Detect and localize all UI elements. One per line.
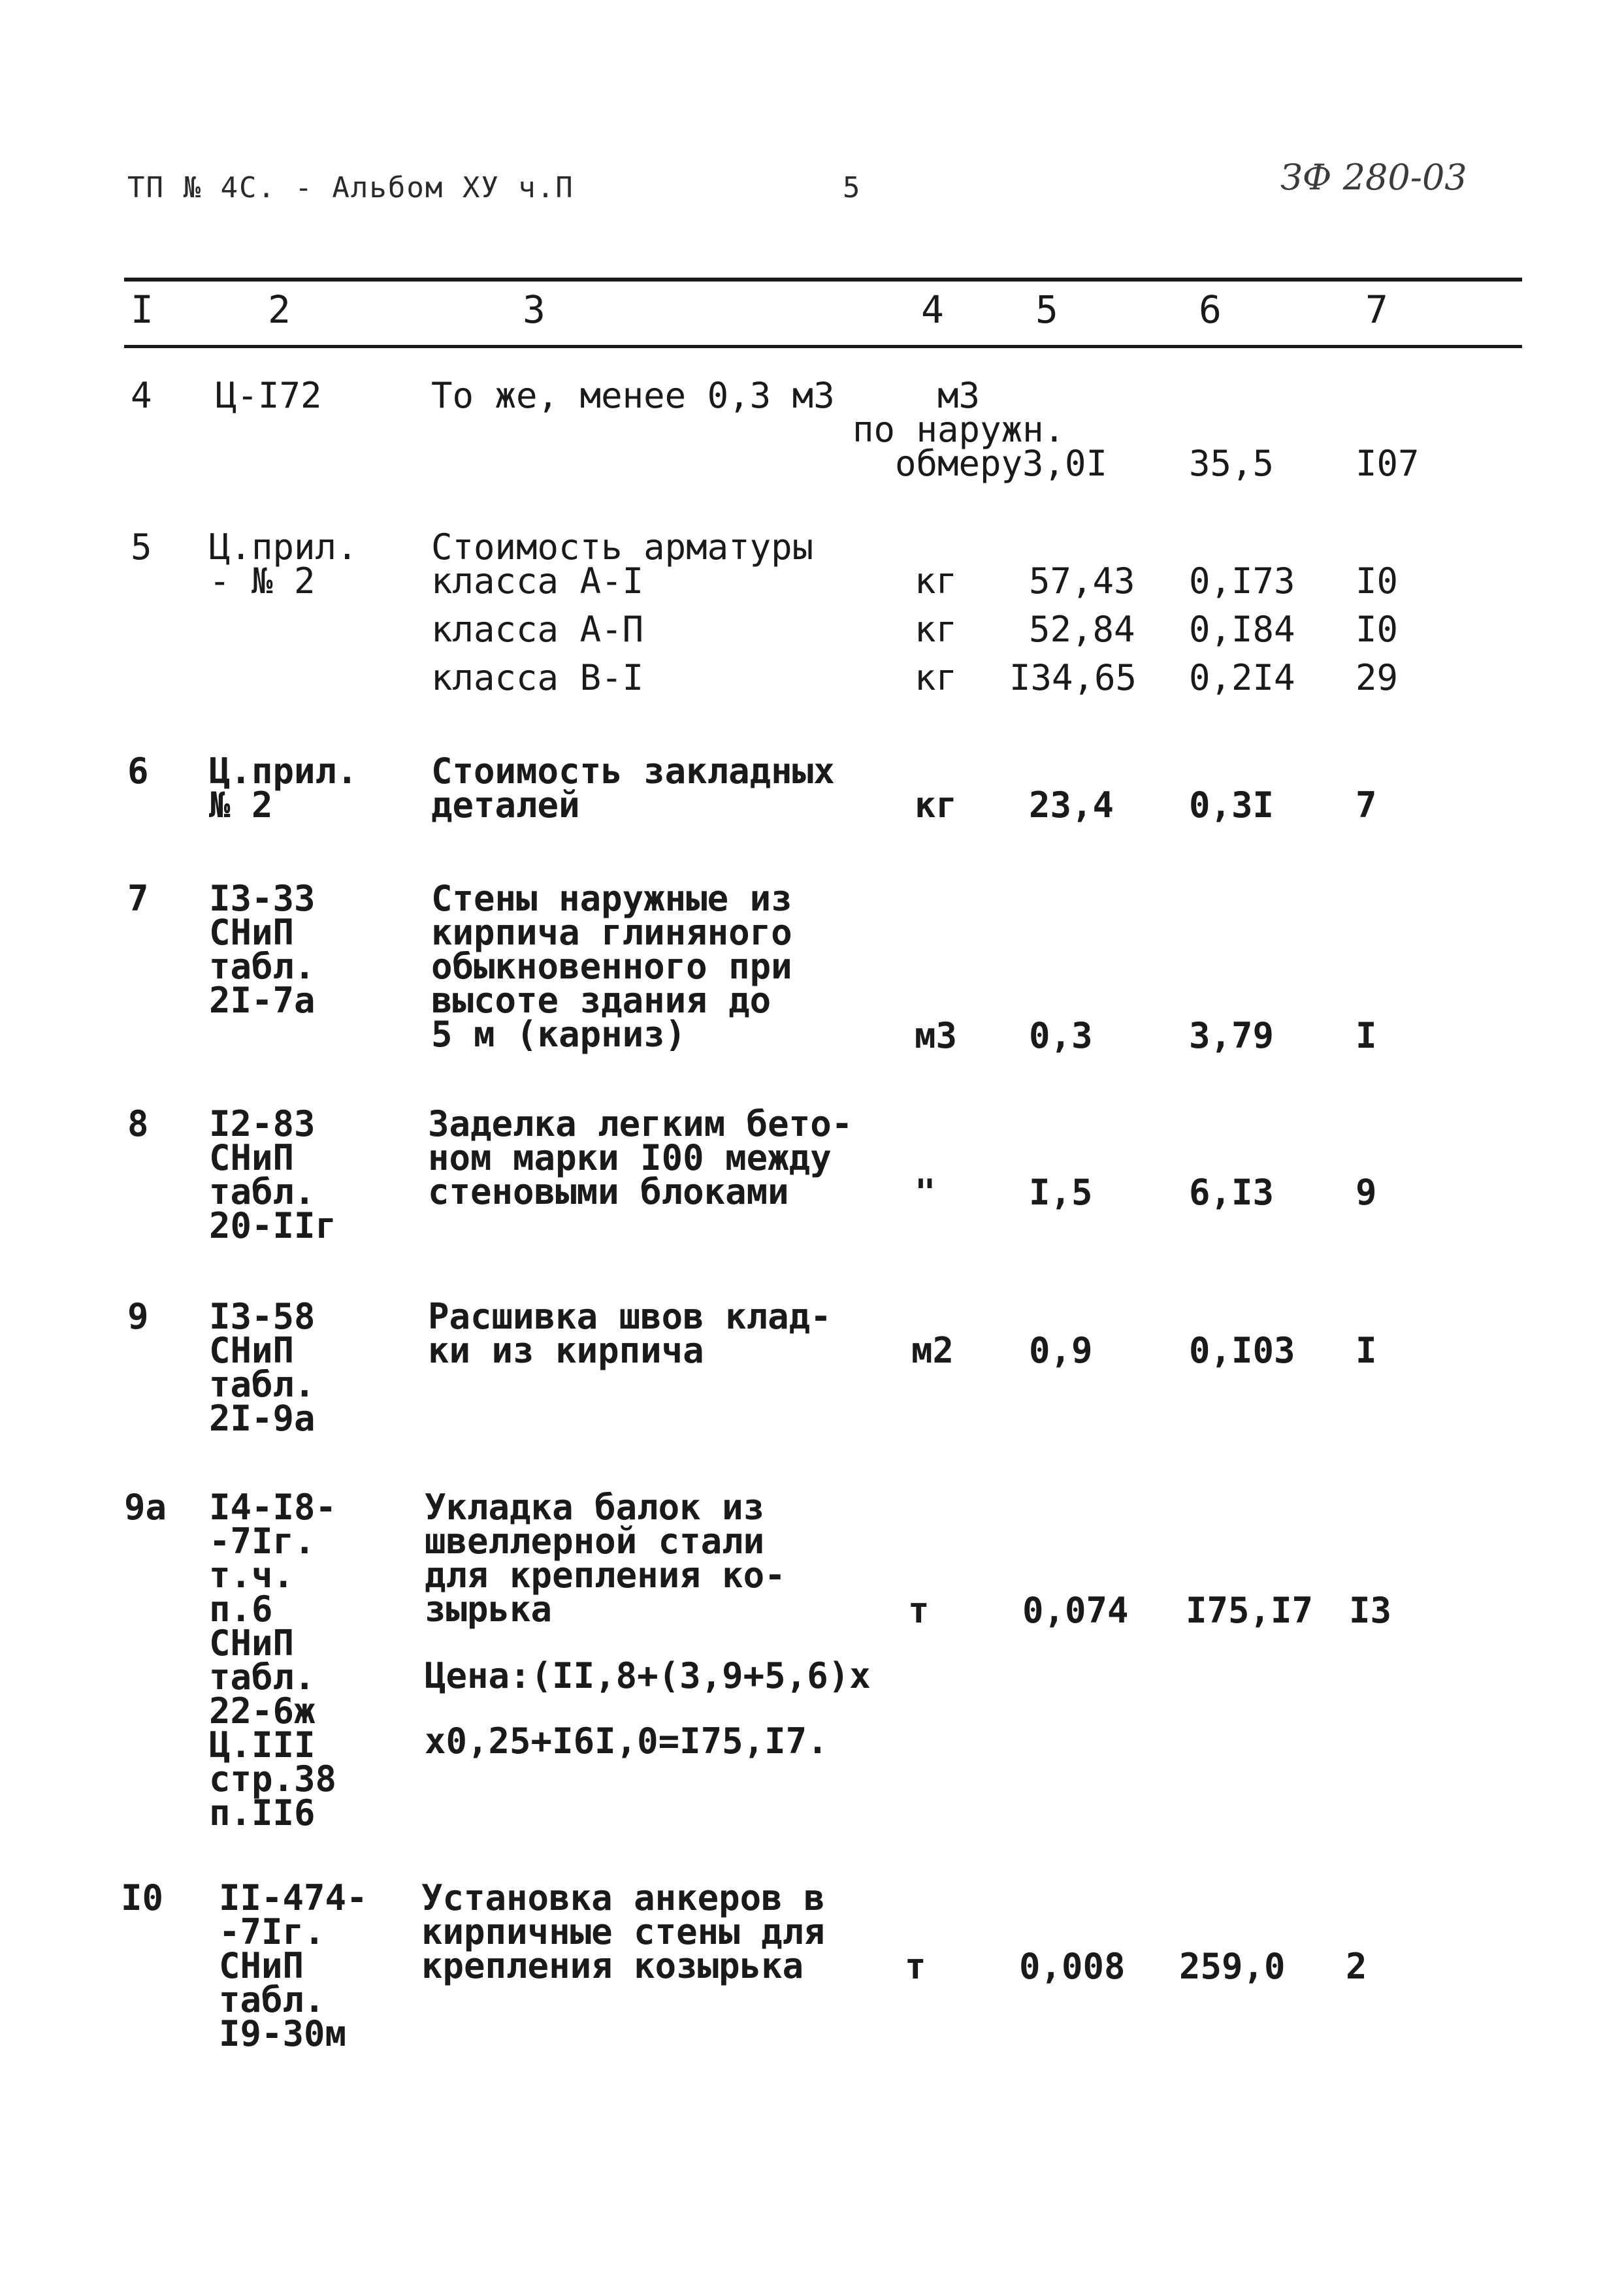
total-cell: I07 (1356, 443, 1420, 484)
reference-cell: I2-83 СНиП табл. 20-IIг (209, 1103, 337, 1246)
column-header-1: I (131, 287, 154, 332)
column-header-4: 4 (921, 287, 944, 332)
quantity-cell: 23,4 (1029, 784, 1114, 826)
unit-cell: м3 по наружн. обмеру (853, 375, 1065, 484)
quantity-cell: 57,43 (1029, 560, 1135, 602)
total-cell: 29 (1356, 657, 1399, 698)
quantity-cell: 0,3 (1029, 1015, 1093, 1056)
column-header-3: 3 (523, 287, 545, 332)
description-cell: Расшивка швов клад- ки из кирпича (428, 1296, 832, 1371)
description-cell: Стоимость закладных деталей (431, 751, 835, 826)
column-header-6: 6 (1199, 287, 1222, 332)
description-cell: Стоимость арматуры класса А-I (431, 526, 814, 602)
price-cell: 0,I03 (1189, 1330, 1295, 1371)
price-formula-line2: х0,25+I6I,0=I75,I7. (425, 1720, 828, 1762)
total-cell: I (1356, 1330, 1377, 1371)
unit-cell: кг (915, 784, 958, 826)
unit-cell: т (908, 1590, 930, 1631)
quantity-cell: 0,074 (1022, 1590, 1129, 1631)
row-number: I0 (121, 1877, 164, 1918)
column-header-5: 5 (1035, 287, 1058, 332)
row-number: 8 (127, 1103, 149, 1144)
price-cell: 0,I73 (1189, 560, 1295, 602)
reference-cell: I3-33 СНиП табл. 2I-7а (209, 878, 316, 1021)
description-cell: То же, менее 0,3 м3 (431, 375, 835, 416)
unit-cell: " (915, 1172, 936, 1213)
price-formula-line1: Цена:(II,8+(3,9+5,6)х (425, 1655, 871, 1696)
page-number: 5 (843, 171, 862, 204)
reference-cell: Ц.прил. - № 2 (209, 526, 358, 602)
price-cell: 6,I3 (1189, 1172, 1275, 1213)
document-code: ЗФ 280-03 (1280, 157, 1467, 198)
unit-cell: кг (915, 657, 958, 698)
quantity-cell: I,5 (1029, 1172, 1093, 1213)
description-cell: Стены наружные из кирпича глиняного обыкновенного при высоте здания до 5 м (карниз) (431, 878, 792, 1055)
quantity-cell: 0,008 (1019, 1946, 1126, 1987)
row-number: 5 (131, 526, 152, 568)
document-reference: ТП № 4С. - Альбом ХУ ч.П (127, 171, 574, 204)
column-header-7: 7 (1365, 287, 1388, 332)
reference-cell: I4-I8- -7Iг. т.ч. п.6 СНиП табл. 22-6ж Ц.III стр.38 п.II6 (209, 1487, 337, 1834)
total-cell: I3 (1349, 1590, 1392, 1631)
price-cell: 3,79 (1189, 1015, 1275, 1056)
total-cell: I0 (1356, 609, 1399, 650)
unit-cell: м3 (915, 1015, 958, 1056)
reference-cell: II-474- -7Iг. СНиП табл. I9-30м (219, 1877, 368, 2054)
row-number: 4 (131, 375, 152, 416)
price-cell: 259,0 (1179, 1946, 1286, 1987)
price-cell: 35,5 (1189, 443, 1275, 484)
description-cell: класса В-I (431, 657, 644, 698)
description-cell: Заделка легким бето- ном марки I00 между стеновыми блоками (428, 1103, 853, 1212)
row-number: 9а (124, 1487, 167, 1528)
unit-cell: т (905, 1946, 926, 1987)
quantity-cell: 0,9 (1029, 1330, 1093, 1371)
description-cell: Установка анкеров в кирпичные стены для крепления козырька (421, 1877, 825, 1986)
total-cell: I0 (1356, 560, 1399, 602)
total-cell: 9 (1356, 1172, 1377, 1213)
row-number: 9 (127, 1296, 149, 1337)
top-rule (124, 278, 1522, 282)
column-header-2: 2 (268, 287, 291, 332)
quantity-cell: 52,84 (1029, 609, 1135, 650)
price-cell: 0,3I (1189, 784, 1275, 826)
quantity-cell: 3,0I (1022, 443, 1108, 484)
row-number: 7 (127, 878, 149, 919)
quantity-cell: I34,65 (1009, 657, 1137, 698)
description-cell: класса А-П (431, 609, 644, 650)
reference-cell: Ц.прил. № 2 (209, 751, 358, 826)
unit-cell: м2 (911, 1330, 954, 1371)
total-cell: 7 (1356, 784, 1377, 826)
reference-cell: Ц-I72 (216, 375, 322, 416)
price-cell: 0,2I4 (1189, 657, 1295, 698)
row-number: 6 (127, 751, 149, 792)
price-cell: 0,I84 (1189, 609, 1295, 650)
unit-cell: кг (915, 560, 958, 602)
total-cell: I (1356, 1015, 1377, 1056)
unit-cell: кг (915, 609, 958, 650)
description-cell: Укладка балок из швеллерной стали для крепления ко- зырька (425, 1487, 786, 1630)
price-cell: I75,I7 (1186, 1590, 1314, 1631)
reference-cell: I3-58 СНиП табл. 2I-9а (209, 1296, 316, 1439)
header-rule (124, 345, 1522, 348)
total-cell: 2 (1346, 1946, 1367, 1987)
